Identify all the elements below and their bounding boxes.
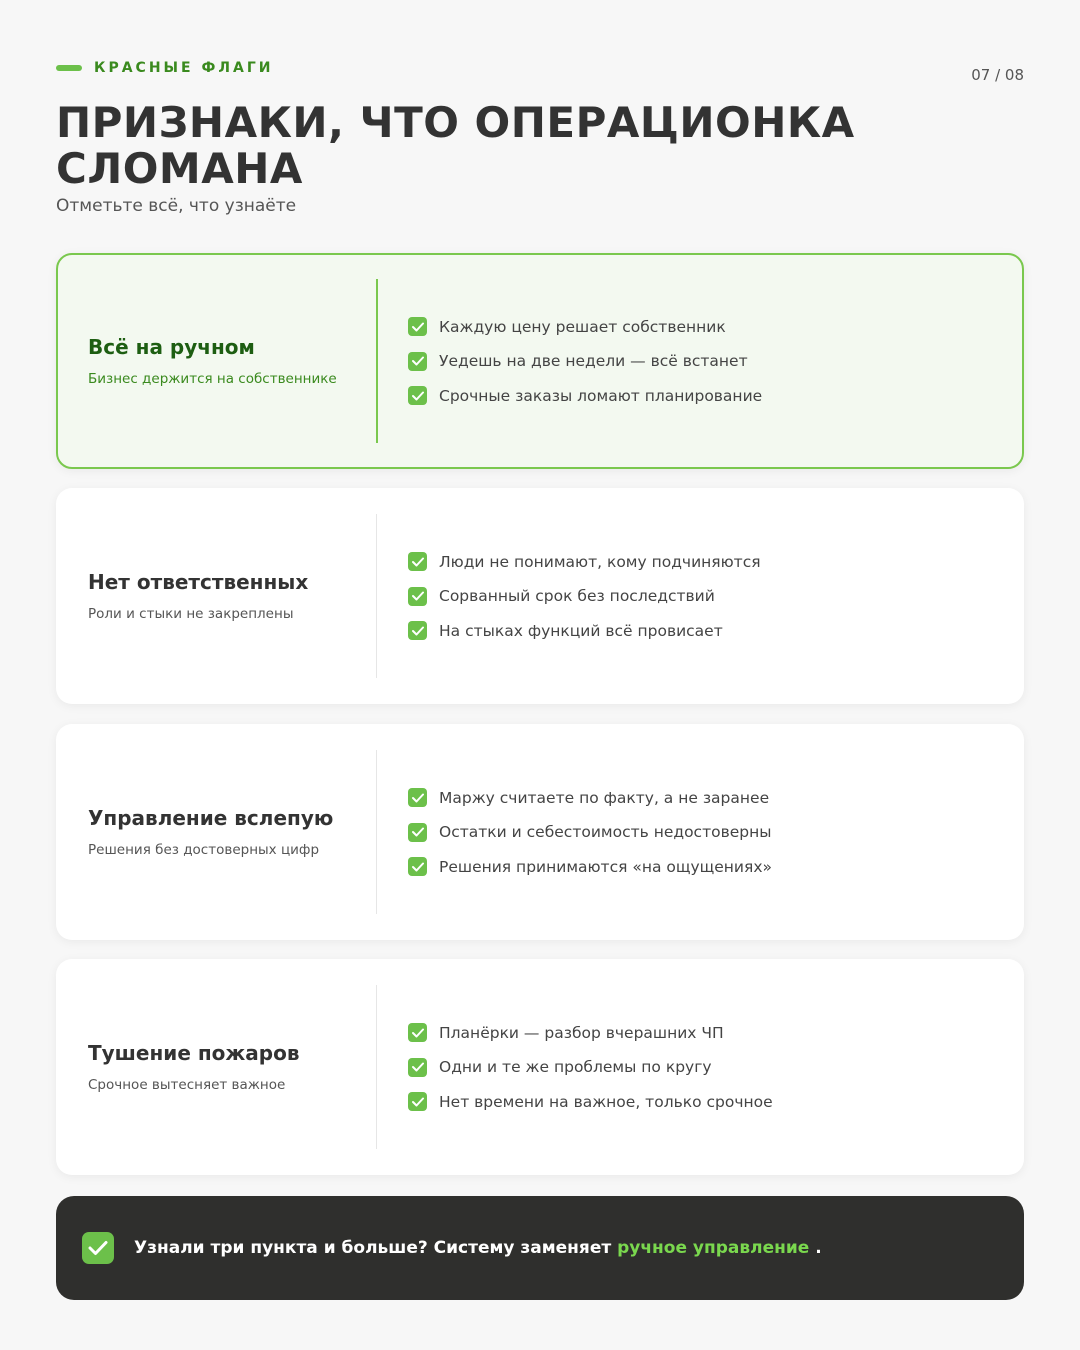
checklist-item-text: Каждую цену решает собственник: [439, 317, 726, 336]
checklist-item-text: Срочные заказы ломают планирование: [439, 386, 763, 405]
checklist-item[interactable]: [408, 815, 1002, 850]
checklist-item[interactable]: [408, 1015, 1002, 1050]
conclusion-highlight: ручное управление: [617, 1238, 810, 1258]
section-eyebrow: [56, 60, 273, 76]
card-description: Решения без достоверных цифр: [88, 842, 320, 858]
conclusion-banner: [56, 1196, 1024, 1300]
checklist-item-text: Уедешь на две недели — всё встанет: [439, 352, 748, 370]
checklist-item[interactable]: [408, 1050, 1002, 1085]
checklist-item-text: Нет времени на важное, только срочное: [439, 1092, 773, 1111]
check-icon: [408, 1058, 427, 1077]
checklist-item-text: На стыках функций всё провисает: [439, 621, 723, 640]
card-description: Срочное вытесняет важное: [88, 1077, 286, 1093]
conclusion-text-end: .: [815, 1238, 822, 1258]
check-icon: [408, 1023, 427, 1042]
card-divider: [376, 514, 377, 678]
card-title: Тушение пожаров: [88, 1041, 300, 1065]
card-description: Бизнес держится на собственнике: [88, 371, 337, 387]
check-icon: [408, 1092, 427, 1111]
checklist-item-text: Решения принимаются «на ощущениях»: [439, 857, 772, 876]
conclusion-text-main: Узнали три пункта и больше? Систему заменяет: [134, 1238, 612, 1258]
check-icon: [408, 317, 427, 336]
check-icon: [408, 352, 427, 371]
page-title: ПРИЗНАКИ, ЧТО ОПЕРАЦИОНКА СЛОМАНА: [56, 98, 855, 193]
checklist-item[interactable]: [408, 544, 1002, 579]
page-subtitle: Отметьте всё, что узнаёте: [56, 196, 297, 216]
checklist-item-text: Планёрки — разбор вчерашних ЧП: [439, 1023, 724, 1042]
checklist-item[interactable]: [408, 849, 1002, 884]
checklist-item[interactable]: [408, 1084, 1002, 1119]
checklist-item-text: Одни и те же проблемы по кругу: [439, 1058, 712, 1076]
checklist-item[interactable]: [408, 309, 1002, 344]
checklist-item[interactable]: [408, 579, 1002, 614]
check-icon: [408, 587, 427, 606]
check-icon: [408, 788, 427, 807]
card-title: Всё на ручном: [88, 335, 255, 359]
checklist-item-text: Люди не понимают, кому подчиняются: [439, 552, 761, 571]
card-divider: [376, 750, 377, 914]
checklist-item-text: Остатки и себестоимость недостоверны: [439, 823, 772, 841]
check-icon: [408, 621, 427, 640]
card-title: Управление вслепую: [88, 806, 334, 830]
card-title: Нет ответственных: [88, 570, 309, 594]
card-divider: [376, 279, 378, 443]
check-icon: [408, 552, 427, 571]
flag-card-firefighting[interactable]: [56, 959, 1024, 1175]
flag-card-blind-management[interactable]: [56, 724, 1024, 940]
check-icon: [82, 1232, 114, 1264]
checklist-item[interactable]: [408, 780, 1002, 815]
check-icon: [408, 823, 427, 842]
checklist-item-text: Сорванный срок без последствий: [439, 587, 715, 605]
conclusion-text: [134, 1238, 822, 1258]
card-divider: [376, 985, 377, 1149]
page-number: 07 / 08: [971, 66, 1024, 84]
checklist-item[interactable]: [408, 344, 1002, 379]
check-icon: [408, 386, 427, 405]
flag-card-no-owners[interactable]: [56, 488, 1024, 704]
checklist-item-text: Маржу считаете по факту, а не заранее: [439, 788, 770, 807]
eyebrow-label: КРАСНЫЕ ФЛАГИ: [94, 60, 274, 76]
card-description: Роли и стыки не закреплены: [88, 606, 294, 622]
flag-card-manual[interactable]: [56, 253, 1024, 469]
checklist-item[interactable]: [408, 378, 1002, 413]
eyebrow-accent-bar: [56, 65, 82, 71]
check-icon: [408, 857, 427, 876]
checklist-item[interactable]: [408, 613, 1002, 648]
